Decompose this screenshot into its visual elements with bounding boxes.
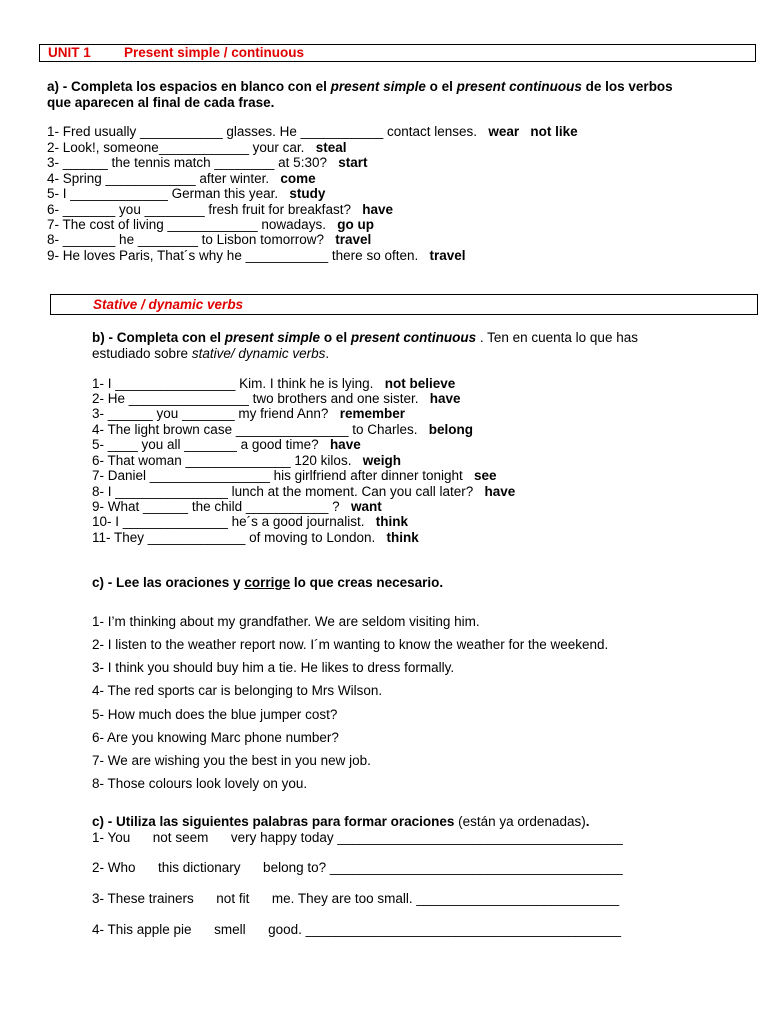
exercise-a-item: 9- He loves Paris, That´s why he ___________ there so often. travel [47,248,466,263]
section-c-instruction: c) - Lee las oraciones y corrige lo que creas necesario. [92,575,444,590]
exercise-b-item: 4- The light brown case _______________ to Charles. belong [92,422,473,437]
exercise-a-item: 5- I _____________ German this year. study [47,186,326,201]
exercise-b-item: 7- Daniel ________________ his girlfriend after dinner tonight see [92,468,497,483]
exercise-a-item: 2- Look!, someone____________ your car. steal [47,140,347,155]
exercise-b-item: 1- I ________________ Kim. I think he is lying. not believe [92,376,456,391]
section-a-instruction: a) - Completa los espacios en blanco con el present simple o el present continuous de los verbos que aparecen al final de cada frase. [47,79,673,110]
exercise-b-item: 9- What ______ the child ___________ ? want [92,499,382,514]
exercise-b-item: 3- ______ you _______ my friend Ann? remember [92,406,405,421]
exercise-c-item: 8- Those colours look lovely on you. [92,776,308,791]
exercise-b-item: 8- I _______________ lunch at the moment. Can you call later? have [92,484,516,499]
exercise-d-item: 3- These trainers not fit me. They are too small. ___________________________ [92,891,620,906]
exercise-c-item: 2- I listen to the weather report now. I´m wanting to know the weather for the weekend. [92,637,609,652]
section-d-instruction: c) - Utiliza las siguientes palabras para formar oraciones (están ya ordenadas). [92,814,590,829]
stative-dynamic-title: Stative / dynamic verbs [93,297,244,312]
exercise-c-item: 1- I’m thinking about my grandfather. We are seldom visiting him. [92,614,480,629]
unit-label: UNIT 1 [48,45,91,60]
exercise-c-item: 4- The red sports car is belonging to Mrs Wilson. [92,683,383,698]
exercise-c-item: 6- Are you knowing Marc phone number? [92,730,339,745]
exercise-b-item: 5- ____ you all _______ a good time? have [92,437,361,452]
unit-topic: Present simple / continuous [124,45,305,60]
exercise-d-item: 4- This apple pie smell good. __________________________________________ [92,922,621,937]
exercise-a-item: 4- Spring ____________ after winter. come [47,171,316,186]
exercise-a-item: 8- _______ he ________ to Lisbon tomorrow? travel [47,232,372,247]
unit-header [39,44,756,62]
stative-dynamic-header [50,294,758,315]
exercise-a-item: 3- ______ the tennis match ________ at 5:30? start [47,155,368,170]
exercise-d-item: 2- Who this dictionary belong to? _______________________________________ [92,860,623,875]
exercise-a-item: 7- The cost of living ____________ nowadays. go up [47,217,374,232]
exercise-b-item: 11- They _____________ of moving to London. think [92,530,419,545]
exercise-b-item: 2- He ________________ two brothers and one sister. have [92,391,461,406]
section-b-instruction: b) - Completa con el present simple o el present continuous . Ten en cuenta lo que has estudiado sobre stative/ dynamic verbs. [92,330,638,361]
exercise-d-item: 1- You not seem very happy today ______________________________________ [92,830,623,845]
exercise-b-item: 10- I ______________ he´s a good journalist. think [92,514,408,529]
exercise-a-item: 1- Fred usually ___________ glasses. He ___________ contact lenses. wear not like [47,124,578,139]
exercise-b-item: 6- That woman ______________ 120 kilos. weigh [92,453,401,468]
exercise-c-item: 3- I think you should buy him a tie. He likes to dress formally. [92,660,455,675]
exercise-a-item: 6- _______ you ________ fresh fruit for breakfast? have [47,202,393,217]
exercise-c-item: 5- How much does the blue jumper cost? [92,707,338,722]
exercise-c-item: 7- We are wishing you the best in you new job. [92,753,371,768]
